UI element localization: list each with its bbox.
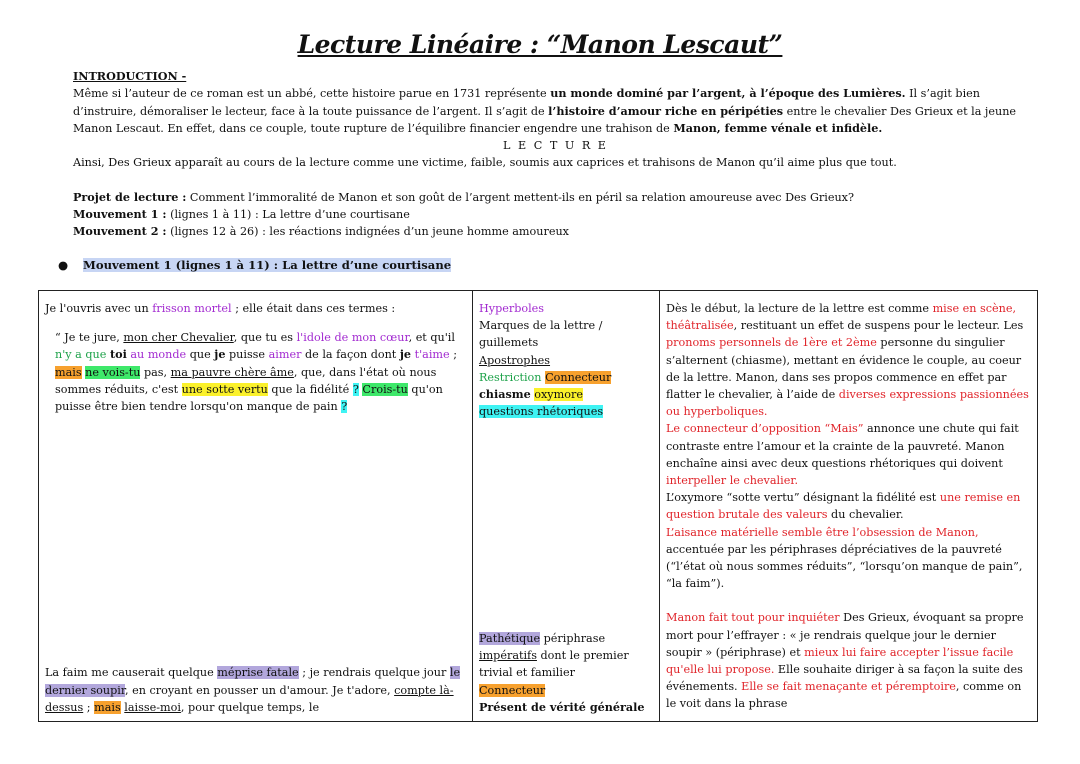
bullet-icon: ● — [58, 258, 69, 272]
analysis-paragraph-2: Manon fait tout pour inquiéter Des Grieux, évoquant sa propre mort pour l’effrayer : « je rendrais quelque jour le dernier soupir » (périphrase) et mieux lui faire accepter l’issue facile qu'elle lui propose. Elle souhaite diriger à sa façon la suite des événements. Elle se fait menaçante et péremptoire, comme on le voit dans la phrase — [666, 611, 1024, 711]
mouvement-1-line: Mouvement 1 : (lignes 1 à 11) : La lettre d’une courtisane — [73, 207, 410, 222]
letter-quote: “ Je te jure, mon cher Chevalier, que tu es l'idole de mon cœur, et qu'il n'y a que toi au monde que je puisse aimer de la façon dont je t'aime ; mais ne vois-tu pas, ma pauvre chère âme, que, dans l'état où nous sommes réduits, c'est une sotte vertu que la fidélité ? Crois-tu qu'on puisse être bien tendre lorsqu'on manque de pain ? — [55, 331, 457, 414]
figures-bottom: Pathétique périphrase impératifs dont le premier trivial et familier Connecteur Présent de vérité générale — [479, 631, 645, 714]
figure-apostrophes: Apostrophes — [479, 353, 551, 367]
text-column — [39, 291, 473, 722]
figure-marques-lettre: Marques de la lettre / guillemets — [479, 319, 603, 350]
analysis-column — [660, 291, 1038, 722]
intro-heading: INTRODUCTION - — [73, 69, 187, 83]
figures-column — [473, 291, 660, 722]
intro-paragraph-2: Ainsi, Des Grieux apparaît au cours de la lecture comme une victime, faible, soumis aux caprices et trahisons de Manon qu’il aime plus que tout. — [73, 156, 897, 170]
projet-de-lecture: Projet de lecture : Comment l’immoralité de Manon et son goût de l’argent mettent-ils en péril sa relation amoureuse avec Des Grieux? — [73, 189, 854, 204]
figure-hyperboles: Hyperboles — [479, 302, 545, 315]
lecture-label: L E C T U R E — [503, 139, 608, 153]
letter-continuation: La faim me causerait quelque méprise fatale ; je rendrais quelque jour le dernier soupir, en croyant en pousser un d'amour. Je t'adore, compte là-dessus ; mais laisse-moi, pour quelque temps, le — [45, 666, 461, 714]
text-intro-line: Je l'ouvris avec un frisson mortel ; elle était dans ces termes : — [45, 302, 396, 315]
mouvement-2-line: Mouvement 2 : (lignes 12 à 26) : les réactions indignées d’un jeune homme amoureux — [73, 224, 569, 239]
analysis-paragraph-1: Dès le début, la lecture de la lettre est comme mise en scène, théâtralisée, restituant un effet de suspens pour le lecteur. Les pronoms personnels de 1ère et 2ème personne du singulier s’alternent (chiasme), mettant en évidence le couple, au coeur de la lettre. Manon, dans ses propos commence en effet par flatter le chevalier, à l’aide de diverses expressions passionnées ou hyperboliques. Le connecteur d’opposition “Mais” annonce une chute qui fait contraste entre l’amour et la crainte de la pauvreté. Manon enchaîne ainsi avec deux questions rhétoriques qui doivent interpeller le chevalier. L’oxymore “sotte vertu” désignant la fidélité est une remise en question brutale des valeurs du chevalier. L’aisance matérielle semble être l’obsession de Manon, accentuée par les périphrases dépréciatives de la pauvreté (“l’état où nous sommes réduits”, “lorsqu’on manque de pain”, “la faim”). — [666, 302, 1029, 591]
intro-paragraph-1: Même si l’auteur de ce roman est un abbé, cette histoire parue en 1731 représente un monde dominé par l’argent, à l’époque des Lumières. Il s’agit bien d’instruire, démoraliser le lecteur, face à la toute puissance de l’argent. Il s’agit de l’histoire d’amour riche en péripéties entre le chevalier Des Grieux et la jeune Manon Lescaut. En effet, dans ce couple, toute rupture de l’équilibre financier engendre une trahison de Manon, femme vénale et infidèle. — [73, 86, 1017, 135]
analysis-table — [38, 290, 1038, 722]
figure-restriction-connecteur: Restriction Connecteur — [479, 370, 612, 384]
figure-chiasme-oxymore: chiasme oxymore — [479, 387, 583, 402]
section-heading: ● Mouvement 1 (lignes 1 à 11) : La lettre d’une courtisane — [58, 258, 452, 272]
introduction — [73, 68, 1038, 241]
page-title: Lecture Linéaire : “Manon Lescaut” — [297, 30, 783, 59]
figure-questions: questions rhétoriques — [479, 405, 604, 419]
